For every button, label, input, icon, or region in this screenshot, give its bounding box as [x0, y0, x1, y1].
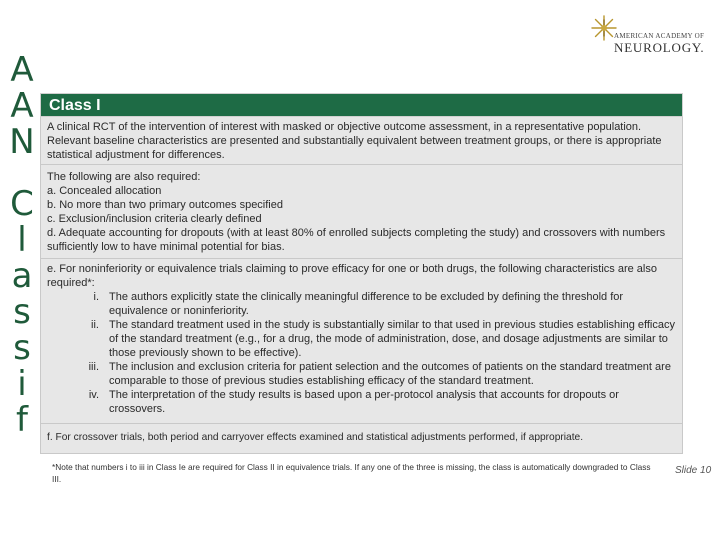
- criteria-row-main: A clinical RCT of the intervention of interest with masked or objective outcome assessment, in a representative population. Relevant baseline characteristics are presented and substantially equivalent between treatment groups, or there is appropriate statistical adjustment for differences.: [40, 117, 683, 165]
- required-item: a. Concealed allocation: [47, 185, 162, 197]
- footnote: *Note that numbers i to iii in Class Ie are required for Class II in equivalence trials. If any one of the three is missing, the class is automatically downgraded to Class III.: [52, 462, 651, 484]
- list-item: i. The authors explicitly state the clinically meaningful difference to be excluded by defining the threshold for equivalence or noninferiority.: [93, 291, 624, 317]
- class-criteria-table: [40, 93, 683, 454]
- required-item: d. Adequate accounting for dropouts (with at least 80% of enrolled subjects completing the study) and crossovers with numbers sufficiently low to have minimal potential for bias.: [47, 227, 666, 253]
- noninferiority-list: [47, 290, 676, 416]
- title-letter: A: [10, 50, 34, 90]
- logo-line1: AMERICAN ACADEMY OF: [614, 32, 705, 40]
- list-item: ii. The standard treatment used in the study is substantially similar to that used in previous studies establishing efficacy of the standard treatment (e.g., for a drug, the mode of administration, dose, and dosage adjustments are similar to those previously shown to be effective).: [91, 319, 675, 359]
- title-letter: N: [9, 122, 35, 162]
- title-letter: f: [16, 400, 28, 440]
- title-letter: s: [13, 328, 31, 368]
- slide-number: Slide 10: [675, 465, 712, 476]
- title-letter: a: [11, 256, 33, 296]
- required-item: c. Exclusion/inclusion criteria clearly defined: [47, 213, 262, 225]
- list-item: iii. The inclusion and exclusion criteria for patient selection and the outcomes of patients on the standard treatment are comparable to those of previous studies establishing efficacy of the standard treatment.: [88, 361, 671, 387]
- noninferiority-intro: e. For noninferiority or equivalence trials claiming to prove efficacy for one or both drugs, the following characteristics are also required*:: [47, 263, 657, 289]
- title-letter: l: [17, 220, 27, 260]
- title-letter: A: [10, 86, 34, 126]
- title-letter: C: [10, 184, 34, 224]
- logo-line2: NEUROLOGY.: [614, 40, 705, 55]
- criteria-row-required: [40, 165, 683, 259]
- criteria-row-crossover: f. For crossover trials, both period and carryover effects examined and statistical adjustments performed, if appropriate.: [40, 424, 683, 454]
- aan-logo: [588, 12, 705, 55]
- list-item: iv. The interpretation of the study results is based upon a per-protocol analysis that accounts for dropouts or crossovers.: [88, 389, 619, 415]
- title-letter: i: [17, 364, 27, 404]
- table-header: Class I: [40, 93, 683, 117]
- required-intro: The following are also required:: [47, 171, 201, 183]
- required-item: b. No more than two primary outcomes specified: [47, 199, 283, 211]
- criteria-row-noninferiority: [40, 259, 683, 424]
- title-letter: s: [13, 292, 31, 332]
- vertical-slide-title: [4, 52, 40, 438]
